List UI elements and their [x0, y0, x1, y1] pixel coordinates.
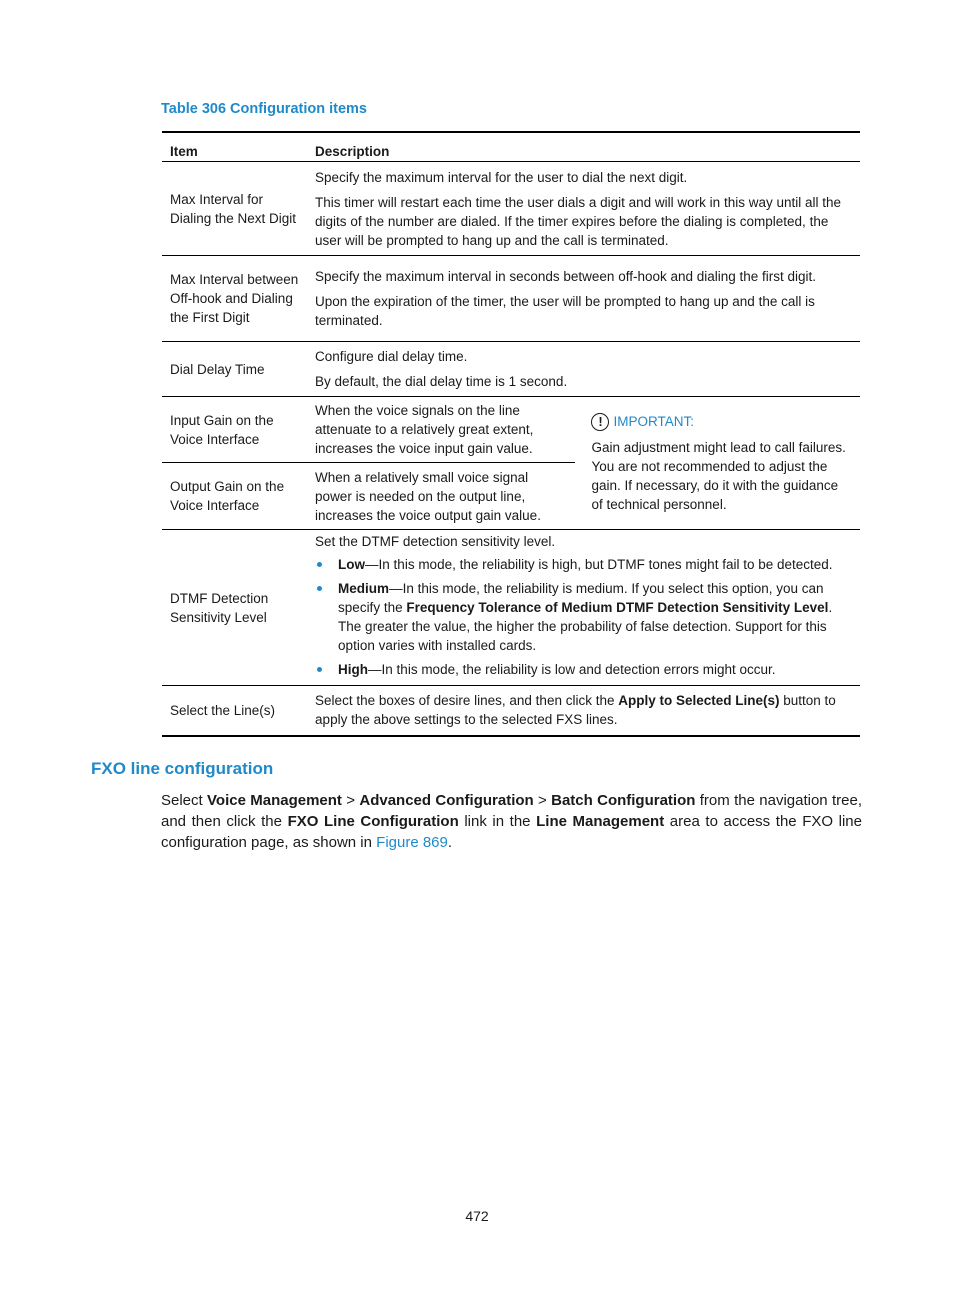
table-row [162, 530, 860, 686]
description-cell [307, 342, 860, 397]
table-row [162, 686, 860, 736]
figure-link[interactable]: Figure 869 [376, 834, 448, 851]
table-row [162, 342, 860, 397]
section-heading: FXO line configuration [91, 759, 274, 778]
sensitivity-options-list [315, 555, 852, 679]
important-text: Gain adjustment might lead to call failures. You are not recommended to adjust the gain. If necessary, do it with the guidance of technical personnel. [591, 440, 846, 512]
item-cell: Dial Delay Time [162, 342, 307, 397]
page-number: 472 [465, 1208, 489, 1224]
description-cell [307, 530, 860, 686]
body-paragraph: Select Voice Management > Advanced Configuration > Batch Configuration from the navigation tree, and then click the FXO Line Configuration link in the Line Management area to access the FXO line configuration page, as shown in Figure 869. [161, 792, 862, 851]
item-cell: Max Interval between Off-hook and Dialing the First Digit [162, 256, 307, 342]
table-caption: Table 306 Configuration items [161, 101, 367, 117]
list-item: Medium—In this mode, the reliability is medium. If you select this option, you can specify the Frequency Tolerance of Medium DTMF Detection Sensitivity Level. The greater the value, the higher the probability of false detection. Support for this option varies with installed cards. [315, 579, 852, 655]
item-cell: Input Gain on the Voice Interface [162, 397, 307, 463]
important-note [575, 397, 860, 530]
item-cell: Max Interval for Dialing the Next Digit [162, 162, 307, 256]
column-header-description: Description [307, 132, 860, 162]
description-text: By default, the dial delay time is 1 second. [315, 374, 568, 389]
description-cell: When a relatively small voice signal power is needed on the output line, increases the voice output gain value. [307, 463, 575, 530]
description-text: Set the DTMF detection sensitivity level. [315, 533, 556, 549]
item-cell: Select the Line(s) [162, 686, 307, 736]
description-cell: Select the boxes of desire lines, and then click the Apply to Selected Line(s) button to apply the above settings to the selected FXS lines. [307, 686, 860, 736]
list-item: High—In this mode, the reliability is low and detection errors might occur. [315, 660, 852, 679]
table-row [162, 256, 860, 342]
description-text: Configure dial delay time. [315, 349, 468, 364]
description-text: Specify the maximum interval for the user to dial the next digit. [315, 169, 688, 185]
description-cell: When the voice signals on the line attenuate to a relatively great extent, increases the voice input gain value. [307, 397, 575, 463]
list-item: Low—In this mode, the reliability is high, but DTMF tones might fail to be detected. [315, 555, 852, 574]
table-row [162, 162, 860, 256]
item-cell: DTMF Detection Sensitivity Level [162, 530, 307, 686]
table-row [162, 397, 860, 463]
description-text: This timer will restart each time the user dials a digit and will work in this way until all the digits of the number are dialed. If the timer expires before the dialing is completed, the user will be prompted to hang up and the call is terminated. [315, 194, 841, 248]
exclamation-circle-icon: ! [591, 413, 609, 431]
item-cell: Output Gain on the Voice Interface [162, 463, 307, 530]
description-cell [307, 162, 860, 256]
configuration-items-table [162, 131, 860, 737]
description-text: Specify the maximum interval in seconds between off-hook and dialing the first digit. [315, 269, 817, 284]
description-text: Upon the expiration of the timer, the user will be prompted to hang up and the call is terminated. [315, 294, 815, 328]
column-header-item: Item [162, 132, 307, 162]
description-cell [307, 256, 860, 342]
important-label: IMPORTANT: [613, 414, 694, 429]
